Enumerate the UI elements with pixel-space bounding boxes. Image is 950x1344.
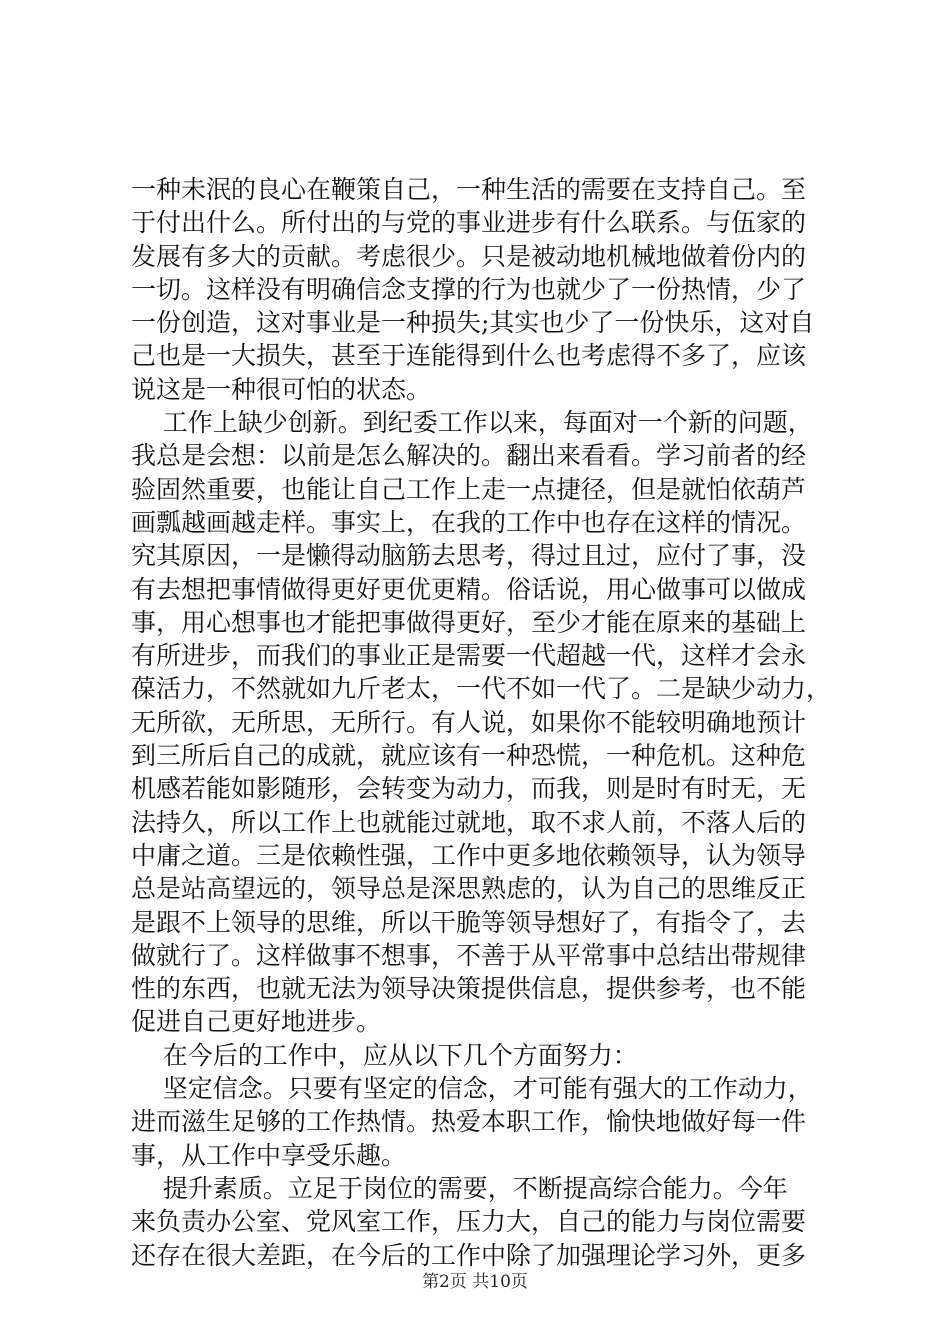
- text-line: 于付出什么。所付出的与党的事业进步有什么联系。与伍家的: [131, 208, 807, 238]
- text-line: 促进自己更好地进步。: [131, 1007, 382, 1037]
- text-line: 进而滋生足够的工作热情。热爱本职工作，愉快地做好每一件: [131, 1107, 807, 1137]
- text-line: 总是站高望远的，领导总是深思熟虑的，认为自己的思维反正: [131, 874, 807, 904]
- text-line: 验固然重要，也能让自己工作上走一点捷径，但是就怕依葫芦: [131, 474, 807, 504]
- text-line: 一切。这样没有明确信念支撑的行为也就少了一份热情，少了: [131, 274, 807, 304]
- text-line: 提升素质。立足于岗位的需要，不断提高综合能力。今年: [131, 1173, 788, 1203]
- text-line: 机感若能如影随形，会转变为动力，而我，则是时有时无，无: [131, 774, 807, 804]
- text-line: 一种未泯的良心在鞭策自己，一种生活的需要在支持自己。至: [131, 175, 807, 204]
- text-line: 工作上缺少创新。到纪委工作以来，每面对一个新的问题，: [131, 408, 813, 438]
- text-line: 坚定信念。只要有坚定的信念，才可能有强大的工作动力，: [131, 1074, 813, 1104]
- text-line: 无所欲，无所思，无所行。有人说，如果你不能较明确地预计: [131, 707, 807, 737]
- body-text: [131, 173, 843, 1272]
- text-line: 性的东西，也就无法为领导决策提供信息，提供参考，也不能: [131, 974, 807, 1004]
- text-line: 是跟不上领导的思维，所以干脆等领导想好了，有指令了，去: [131, 907, 807, 937]
- text-line: 还存在很大差距，在今后的工作中除了加强理论学习外，更多: [131, 1240, 807, 1270]
- text-line: 有去想把事情做得更好更优更精。俗话说，用心做事可以做成: [131, 574, 807, 604]
- text-line: 有所进步，而我们的事业正是需要一代超越一代，这样才会永: [131, 641, 807, 671]
- text-line: 事，用心想事也才能把事做得更好，至少才能在原来的基础上: [131, 607, 807, 637]
- text-line: 究其原因，一是懒得动脑筋去思考，得过且过，应付了事，没: [131, 541, 807, 571]
- text-line: 来负责办公室、党风室工作，压力大，自己的能力与岗位需要: [131, 1207, 807, 1237]
- text-line: 事，从工作中享受乐趣。: [131, 1140, 407, 1170]
- text-line: 发展有多大的贡献。考虑很少。只是被动地机械地做着份内的: [131, 241, 807, 271]
- text-line: 说这是一种很可怕的状态。: [131, 374, 432, 404]
- text-line: 到三所后自己的成就，就应该有一种恐慌，一种危机。这种危: [131, 741, 807, 771]
- text-line: 做就行了。这样做事不想事，不善于从平常事中总结出带规律: [131, 940, 807, 970]
- text-line: 葆活力，不然就如九斤老太，一代不如一代了。二是缺少动力，: [131, 674, 832, 704]
- text-line: 画瓢越画越走样。事实上，在我的工作中也存在这样的情况。: [131, 507, 807, 537]
- text-line: 己也是一大损失，甚至于连能得到什么也考虑得不多了，应该: [131, 341, 807, 371]
- text-line: 法持久，所以工作上也就能过就地，取不求人前，不落人后的: [131, 807, 807, 837]
- text-line: 中庸之道。三是依赖性强，工作中更多地依赖领导，认为领导: [131, 840, 807, 870]
- text-line: 在今后的工作中，应从以下几个方面努力：: [131, 1040, 638, 1070]
- page-footer: 第2页 共10页: [422, 1272, 528, 1292]
- text-line: 一份创造，这对事业是一种损失;其实也少了一份快乐，这对自: [131, 308, 815, 338]
- text-line: 我总是会想：以前是怎么解决的。翻出来看看。学习前者的经: [131, 441, 807, 471]
